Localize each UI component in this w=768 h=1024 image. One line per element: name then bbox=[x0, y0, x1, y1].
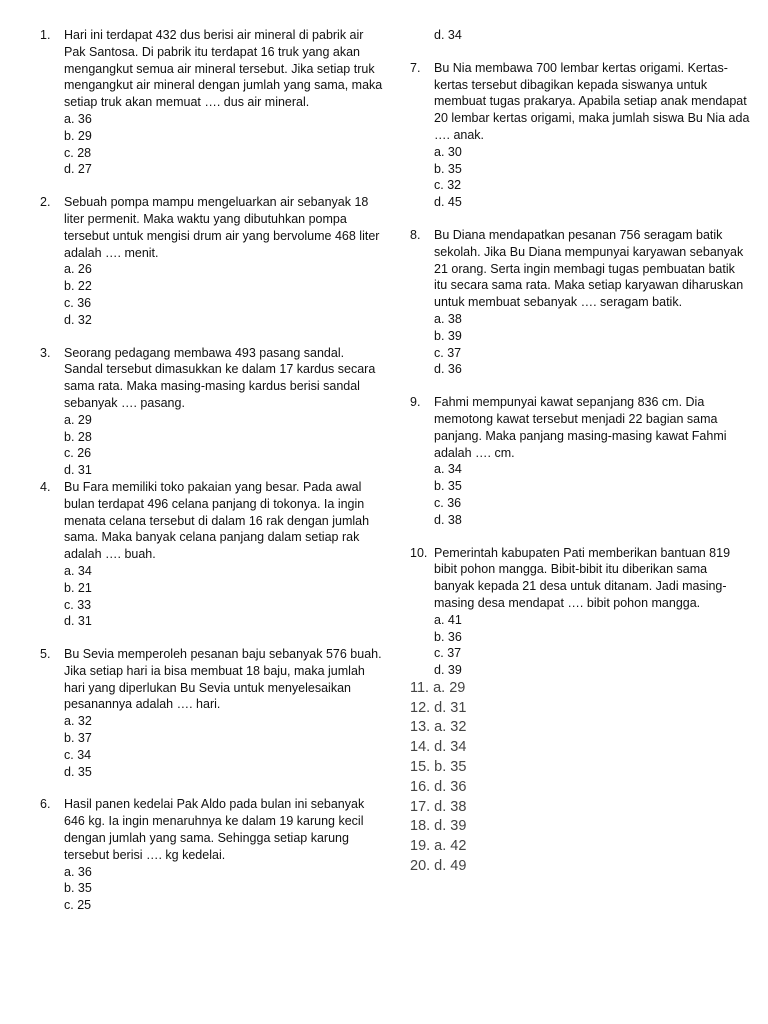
question-text: Bu Sevia memperoleh pesanan baju sebanyak 576 buah. Jika setiap hari ia bisa membuat 18 baju, maka jumlah hari yang diperlukan Bu Sevia untuk menyelesaikan pesanannya adalah …. hari. bbox=[64, 647, 382, 712]
answer-key-18: 18. d. 39 bbox=[410, 818, 467, 835]
question-8 bbox=[410, 227, 750, 378]
question-text: Hasil panen kedelai Pak Aldo pada bulan ini sebanyak 646 kg. Ia ingin menaruhnya ke dalam 19 karung kecil dengan jumlah yang sama. Sehingga setiap karung tersebut berisi …. kg kedelai. bbox=[64, 797, 365, 862]
option-b: b. 39 bbox=[434, 328, 462, 343]
option-b: b. 21 bbox=[64, 580, 92, 595]
option-c: c. 25 bbox=[64, 898, 92, 913]
question-10 bbox=[410, 545, 750, 679]
question-number: 7. bbox=[410, 60, 421, 75]
question-number: 5. bbox=[40, 647, 51, 662]
option-b: b. 35 bbox=[434, 161, 462, 176]
question-text: Seorang pedagang membawa 493 pasang sandal. Sandal tersebut dimasukkan ke dalam 17 kardus secara sama rata. Maka masing-masing kardus berisi sandal sebanyak …. pasang. bbox=[64, 345, 376, 410]
option-a: a. 36 bbox=[64, 864, 92, 879]
question-number: 2. bbox=[40, 195, 51, 210]
answer-key-15: 15. b. 35 bbox=[410, 759, 467, 776]
option-a: a. 34 bbox=[434, 462, 462, 477]
option-d: d. 34 bbox=[434, 28, 462, 42]
option-d: d. 27 bbox=[64, 162, 92, 177]
option-b: b. 35 bbox=[434, 479, 462, 494]
option-d: d. 45 bbox=[434, 195, 462, 210]
question-number: 4. bbox=[40, 479, 51, 494]
option-c: c. 37 bbox=[434, 345, 462, 360]
question-6-continued bbox=[410, 27, 750, 44]
option-b: b. 28 bbox=[64, 429, 92, 444]
option-a: a. 29 bbox=[64, 412, 92, 427]
option-d: d. 31 bbox=[64, 463, 92, 478]
option-d: d. 39 bbox=[434, 663, 462, 678]
option-d: d. 36 bbox=[434, 362, 462, 377]
option-c: c. 32 bbox=[434, 178, 462, 193]
option-c: c. 36 bbox=[64, 295, 92, 310]
option-a: a. 32 bbox=[64, 714, 92, 729]
question-number: 10. bbox=[410, 545, 428, 560]
option-b: b. 37 bbox=[64, 731, 92, 746]
option-a: a. 36 bbox=[64, 111, 92, 126]
question-7 bbox=[410, 60, 750, 211]
option-b: b. 36 bbox=[434, 629, 462, 644]
answer-key-19: 19. a. 42 bbox=[410, 838, 467, 855]
question-3 bbox=[40, 345, 385, 479]
option-b: b. 35 bbox=[64, 881, 92, 896]
question-4 bbox=[40, 479, 385, 630]
option-c: c. 28 bbox=[64, 145, 92, 160]
question-text: Bu Nia membawa 700 lembar kertas origami. Kertas-kertas tersebut dibagikan kepada siswanya untuk membuat tugas prakarya. Apabila setiap anak mendapat 20 lembar kertas origami, maka jumlah siswa Bu Nia ada …. anak. bbox=[434, 60, 750, 142]
option-a: a. 41 bbox=[434, 612, 462, 627]
question-1 bbox=[40, 27, 385, 178]
question-text: Bu Diana mendapatkan pesanan 756 seragam batik sekolah. Jika Bu Diana mempunyai karyawan sebanyak 21 orang. Serta ingin membagi tugas pembuatan batik itu secara sama rata. Maka setiap karyawan diharuskan untuk membuat sebanyak …. seragam batik. bbox=[434, 227, 744, 310]
answer-key-list bbox=[410, 679, 750, 877]
option-d: d. 31 bbox=[64, 614, 92, 629]
option-a: a. 34 bbox=[64, 563, 92, 578]
question-number: 8. bbox=[410, 227, 421, 242]
option-b: b. 22 bbox=[64, 279, 92, 294]
option-d: d. 38 bbox=[434, 512, 462, 527]
question-text: Bu Fara memiliki toko pakaian yang besar. Pada awal bulan terdapat 496 celana panjang di tokonya. Ia ingin menata celana tersebut di dalam 16 rak dengan jumlah sama. Maka banyak celana panjang dalam setiap rak adalah …. buah. bbox=[64, 479, 370, 562]
question-text: Sebuah pompa mampu mengeluarkan air sebanyak 18 liter permenit. Maka waktu yang dibutuhkan pompa tersebut untuk mengisi drum air yang bervolume 468 liter adalah …. menit. bbox=[64, 195, 380, 260]
option-d: d. 32 bbox=[64, 312, 92, 327]
option-a: a. 26 bbox=[64, 262, 92, 277]
answer-key-11: 11. a. 29 bbox=[410, 679, 466, 696]
option-a: a. 30 bbox=[434, 144, 462, 159]
question-text: Fahmi mempunyai kawat sepanjang 836 cm. Dia memotong kawat tersebut menjadi 22 bagian sama panjang. Maka panjang masing-masing kawat Fahmi adalah …. cm. bbox=[434, 395, 727, 460]
option-c: c. 26 bbox=[64, 446, 92, 461]
question-6 bbox=[40, 796, 385, 914]
left-column bbox=[40, 27, 385, 914]
option-c: c. 34 bbox=[64, 747, 92, 762]
option-d: d. 35 bbox=[64, 764, 92, 779]
answer-key-12: 12. d. 31 bbox=[410, 699, 467, 716]
question-number: 6. bbox=[40, 797, 51, 812]
option-a: a. 38 bbox=[434, 311, 462, 326]
question-number: 3. bbox=[40, 345, 51, 360]
option-c: c. 33 bbox=[64, 597, 92, 612]
answer-key-13: 13. a. 32 bbox=[410, 719, 467, 736]
question-text: Hari ini terdapat 432 dus berisi air mineral di pabrik air Pak Santosa. Di pabrik itu terdapat 16 truk yang akan mengangkut semua air mineral tersebut. Jika setiap truk mengangkut air mineral dengan jumlah yang sama, maka setiap truk akan memuat …. dus air mineral. bbox=[64, 28, 383, 110]
question-2 bbox=[40, 194, 385, 328]
option-c: c. 37 bbox=[434, 646, 462, 661]
question-number: 1. bbox=[40, 28, 51, 42]
option-b: b. 29 bbox=[64, 128, 92, 143]
answer-key-20: 20. d. 49 bbox=[410, 858, 467, 875]
option-c: c. 36 bbox=[434, 495, 462, 510]
answer-key-17: 17. d. 38 bbox=[410, 798, 467, 815]
answer-key-16: 16. d. 36 bbox=[410, 778, 467, 795]
question-9 bbox=[410, 394, 750, 528]
answer-key-14: 14. d. 34 bbox=[410, 739, 467, 756]
question-number: 9. bbox=[410, 395, 421, 410]
question-text: Pemerintah kabupaten Pati memberikan bantuan 819 bibit pohon mangga. Bibit-bibit itu diberikan sama banyak kepada 21 desa untuk ditanam. Jadi masing-masing desa mendapat …. bibit pohon mangga. bbox=[434, 545, 731, 610]
question-5 bbox=[40, 646, 385, 780]
right-column bbox=[410, 27, 750, 877]
